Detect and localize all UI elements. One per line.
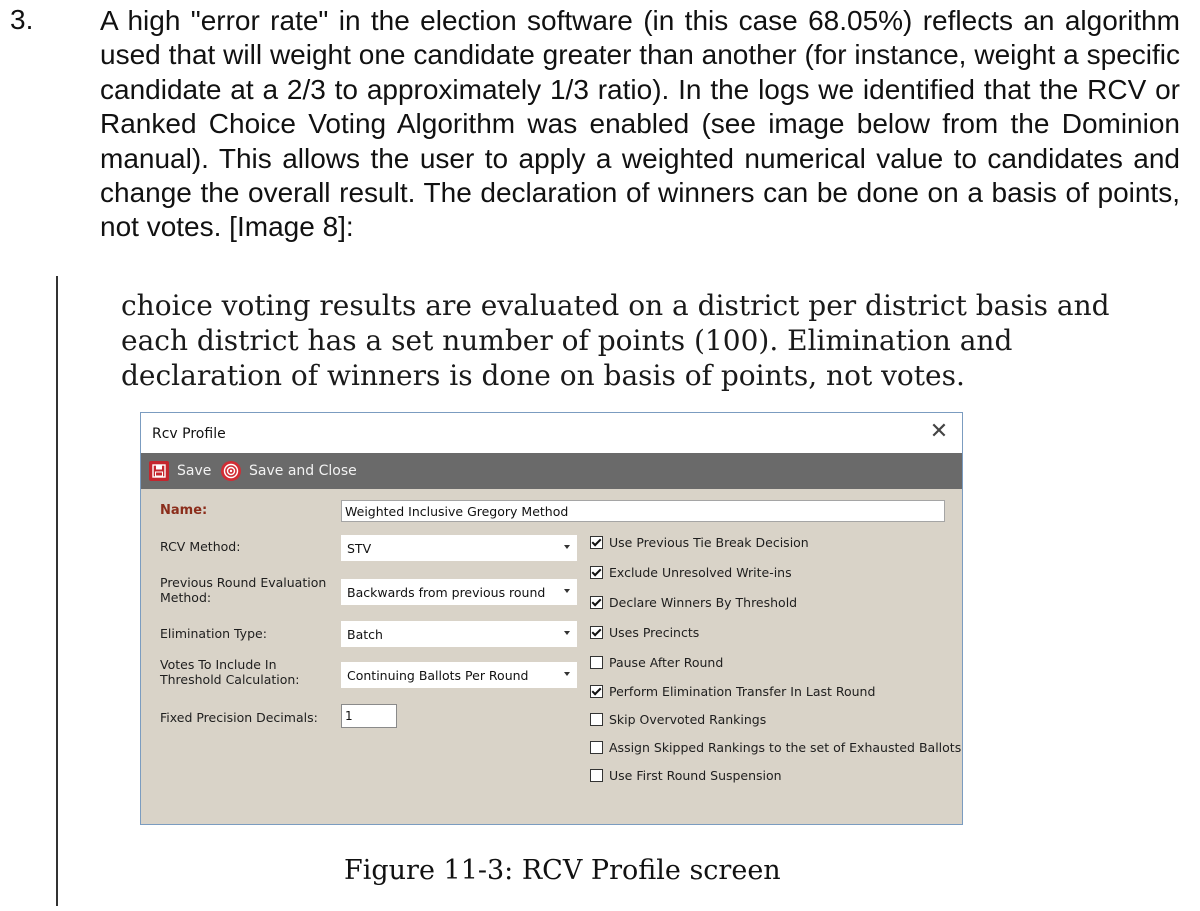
checkbox-label: Skip Overvoted Rankings [609, 712, 767, 727]
checkbox-box[interactable] [590, 685, 603, 698]
quote-bar [56, 276, 58, 906]
checkbox-box[interactable] [590, 741, 603, 754]
chevron-down-icon [564, 545, 570, 549]
checkbox-pause-after-round[interactable] [590, 655, 723, 670]
elimination-type-dropdown[interactable] [341, 621, 577, 647]
checkbox-label: Use First Round Suspension [609, 768, 782, 783]
checkbox-perform-elimination-transfer[interactable] [590, 684, 875, 699]
paragraph-number: 3. [10, 4, 34, 35]
checkbox-label: Perform Elimination Transfer In Last Round [609, 684, 876, 699]
checkbox-box[interactable] [590, 566, 603, 579]
checkbox-label: Uses Precincts [609, 625, 700, 640]
floppy-disk-icon [149, 461, 169, 481]
rcv-profile-window [140, 412, 963, 825]
elimination-type-label: Elimination Type: [160, 626, 267, 641]
target-icon [221, 461, 241, 481]
checkbox-box[interactable] [590, 656, 603, 669]
checkbox-box[interactable] [590, 536, 603, 549]
checkbox-uses-precincts[interactable] [590, 625, 699, 640]
window-titlebar [141, 413, 962, 453]
checkbox-label: Use Previous Tie Break Decision [609, 535, 809, 550]
paragraph-text: A high "error rate" in the election software (in this case 68.05%) reflects an algorithm used that will weight one candidate greater than another (for instance, weight a specific candidate at a 2/3 to approximately 1/3 ratio). In the logs we identified that the RCV or Ranked Choice Voting Algorithm was enabled (see image below from the Dominion manual). This allows the user to apply a weighted numerical value to candidates and change the overall result. The declaration of winners can be done on a basis of points, not votes. [Image 8]: [100, 5, 1180, 243]
votes-threshold-label-line-2: Threshold Calculation: [160, 672, 300, 687]
precision-input[interactable] [341, 704, 397, 728]
manual-excerpt: choice voting results are evaluated on a district per district basis and each district has a set number of points (100). Elimination and declaration of winners is done on basis of points, not votes. [121, 289, 1110, 392]
checkbox-use-previous-tie-break[interactable] [590, 535, 809, 550]
prev-round-value: Backwards from previous round [347, 585, 546, 600]
figure-caption: Figure 11-3: RCV Profile screen [344, 855, 781, 886]
votes-threshold-label [160, 657, 300, 687]
checkbox-exclude-unresolved-write-ins[interactable] [590, 565, 792, 580]
checkbox-box[interactable] [590, 596, 603, 609]
votes-threshold-label-line-1: Votes To Include In [160, 657, 277, 672]
chevron-down-icon [564, 672, 570, 676]
prev-round-dropdown[interactable] [341, 579, 577, 605]
checkbox-label: Exclude Unresolved Write-ins [609, 565, 792, 580]
name-input[interactable] [341, 500, 945, 522]
prev-round-label-line-2: Method: [160, 590, 212, 605]
checkbox-box[interactable] [590, 626, 603, 639]
chevron-down-icon [564, 631, 570, 635]
votes-threshold-value: Continuing Ballots Per Round [347, 668, 529, 683]
checkbox-box[interactable] [590, 769, 603, 782]
name-label: Name: [160, 503, 208, 518]
elimination-type-value: Batch [347, 627, 383, 642]
votes-threshold-dropdown[interactable] [341, 662, 577, 688]
checkbox-declare-winners-by-threshold[interactable] [590, 595, 797, 610]
window-toolbar [141, 453, 962, 489]
save-button[interactable] [149, 459, 211, 483]
save-and-close-label: Save and Close [249, 463, 357, 479]
checkbox-label: Pause After Round [609, 655, 724, 670]
prev-round-label-line-1: Previous Round Evaluation [160, 575, 327, 590]
window-title: Rcv Profile [152, 426, 226, 442]
prev-round-label [160, 575, 326, 605]
checkbox-label: Declare Winners By Threshold [609, 595, 798, 610]
save-label: Save [177, 463, 212, 479]
checkbox-skip-overvoted-rankings[interactable] [590, 712, 766, 727]
checkbox-label: Assign Skipped Rankings to the set of Exhausted Ballots [609, 740, 962, 755]
rcv-method-value: STV [347, 541, 372, 556]
checkbox-assign-skipped-rankings[interactable] [590, 740, 961, 755]
checkbox-box[interactable] [590, 713, 603, 726]
close-icon[interactable]: ✕ [929, 419, 949, 444]
rcv-method-label: RCV Method: [160, 539, 241, 554]
chevron-down-icon [564, 589, 570, 593]
rcv-method-dropdown[interactable] [341, 535, 577, 561]
checkbox-use-first-round-suspension[interactable] [590, 768, 782, 783]
save-and-close-button[interactable] [221, 459, 357, 483]
precision-label: Fixed Precision Decimals: [160, 710, 318, 725]
